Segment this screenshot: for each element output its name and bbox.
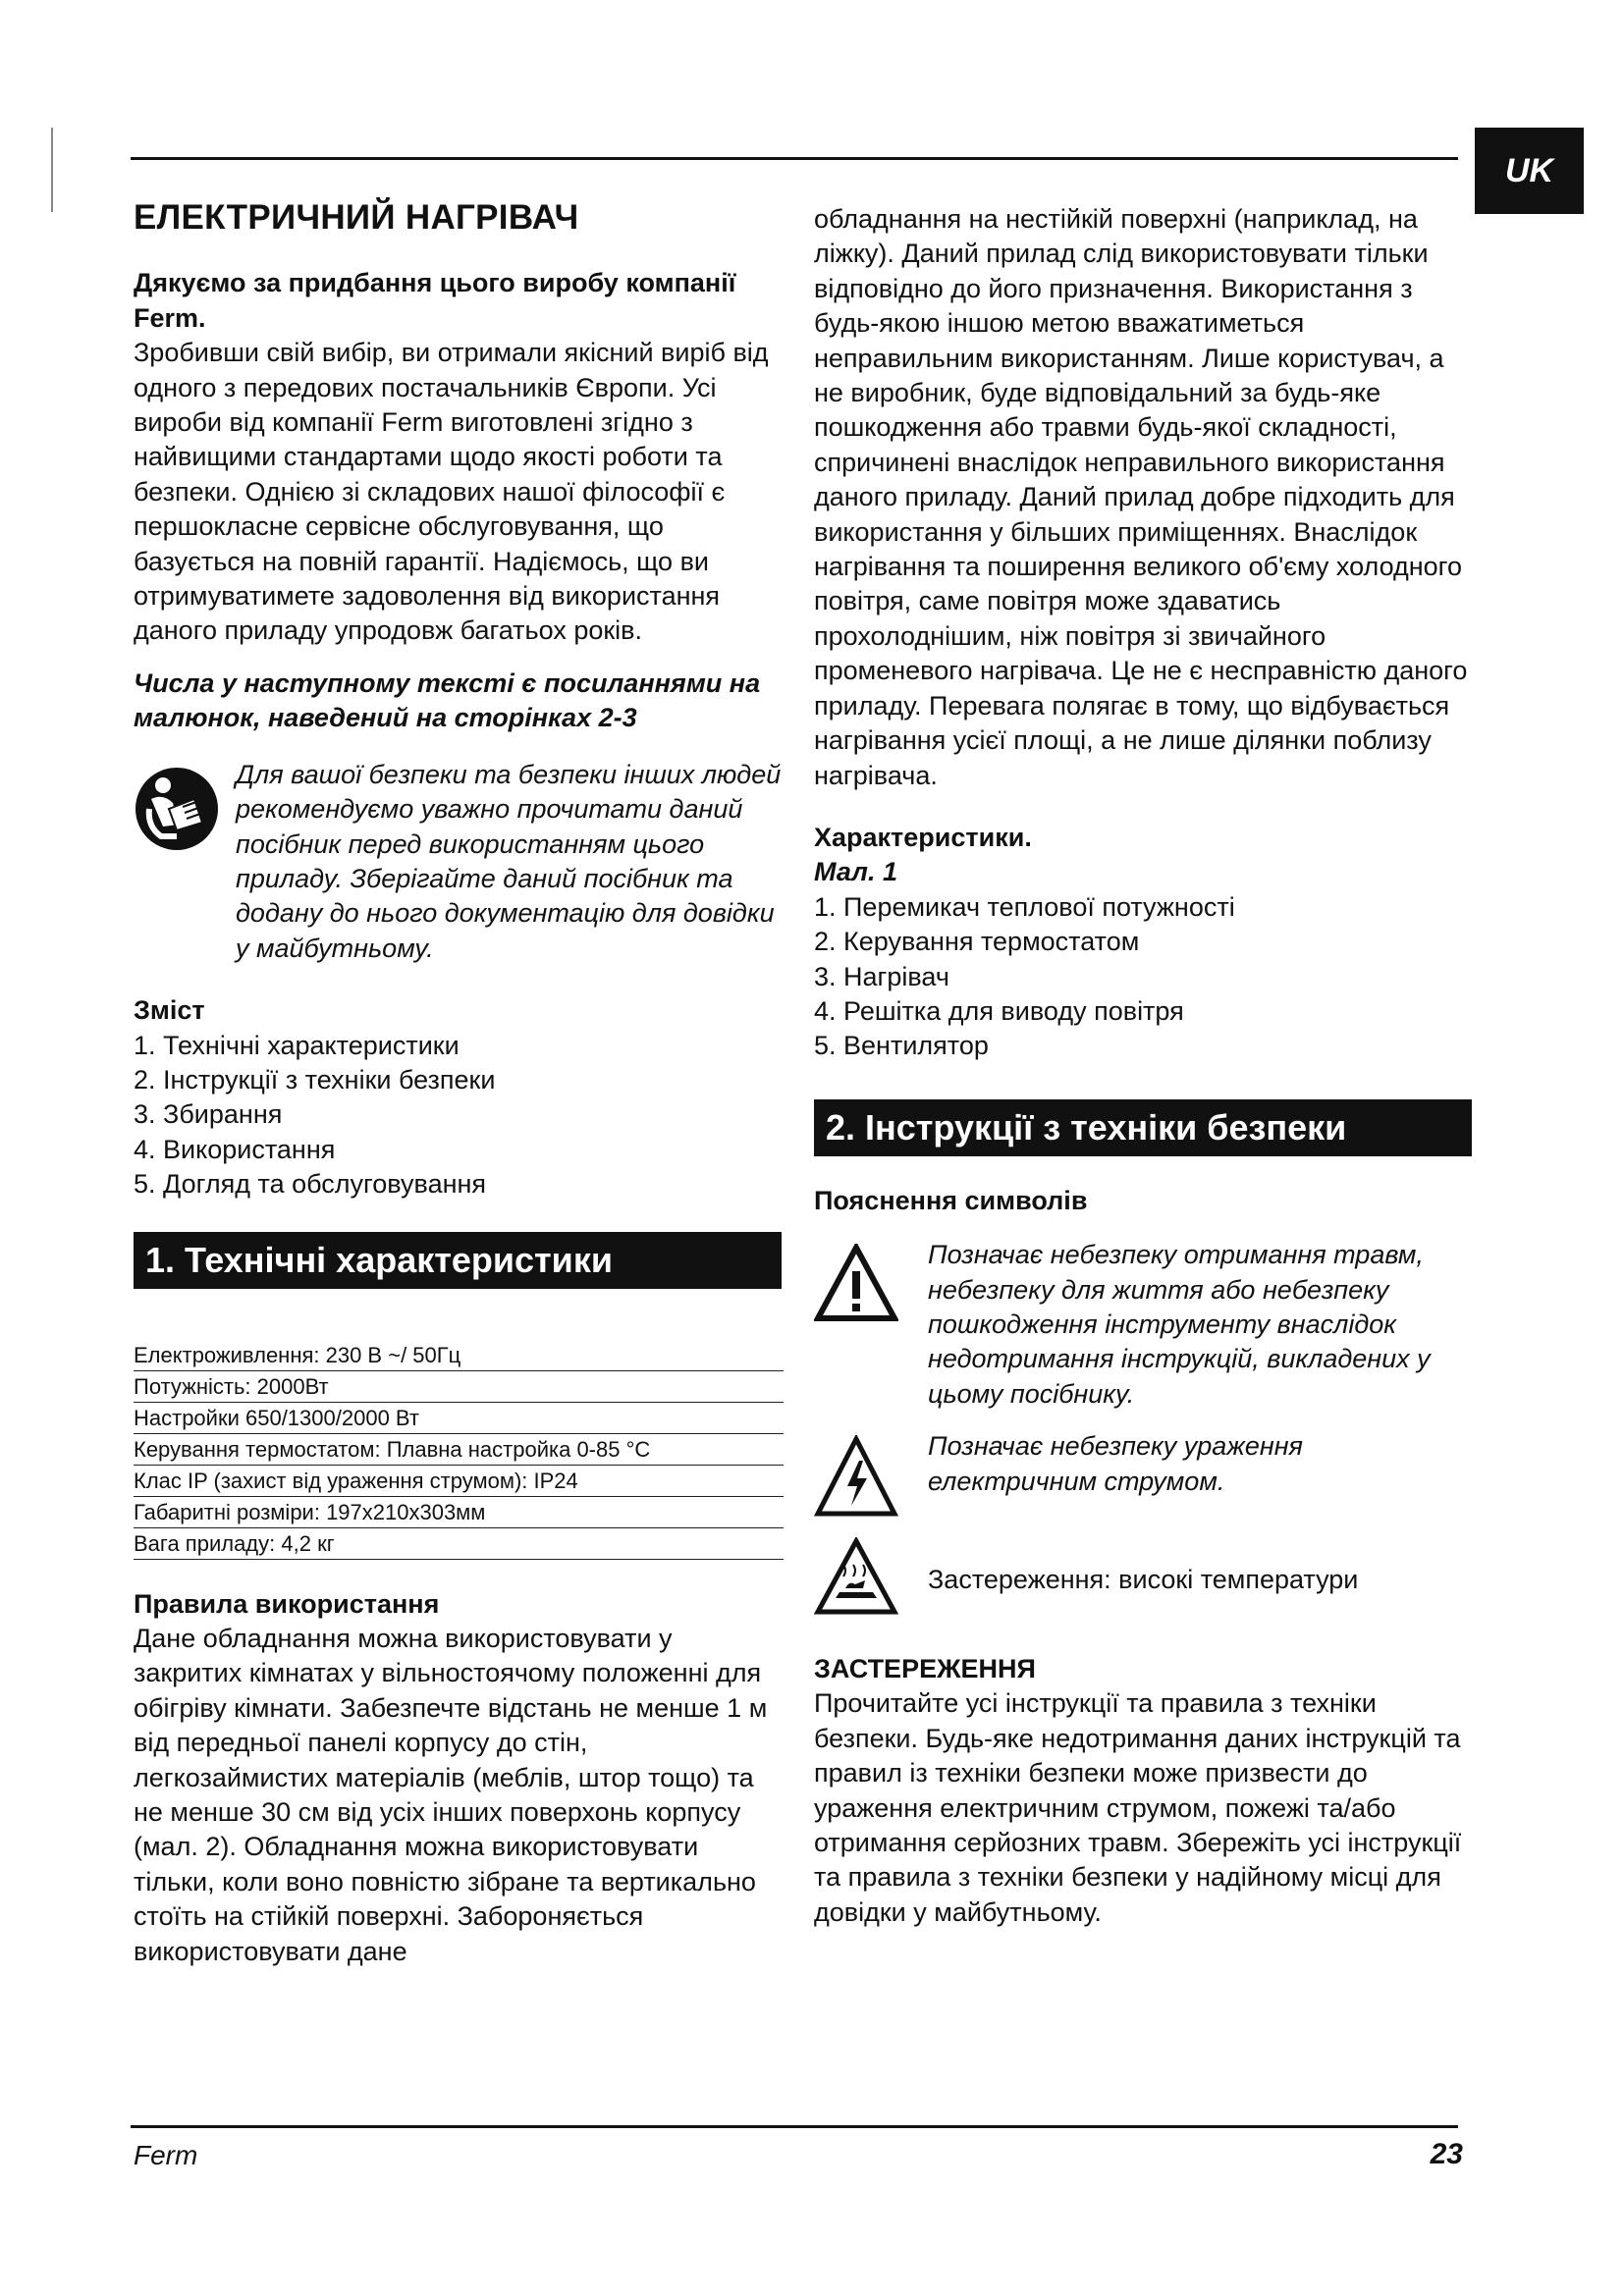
read-manual-notice [134, 756, 782, 966]
spec-row [134, 1527, 784, 1559]
symbol-hot-text: Застереження: високі температури [928, 1564, 1359, 1594]
footer-rule [131, 2125, 1458, 2128]
language-tab: UK [1475, 128, 1584, 214]
spec-row [134, 1496, 784, 1527]
features-figure-ref: Мал. 1 [814, 857, 897, 887]
symbol-electric-text: Позначає небезпеку ураження електричним струмом. [928, 1431, 1303, 1496]
features-heading: Характеристики. [814, 822, 1032, 852]
feature-item: 1. Перемикач теплової потужності [814, 891, 1235, 922]
feature-item: 3. Нагрівач [814, 961, 949, 991]
symbol-electric-row [814, 1429, 1472, 1526]
warning-heading: ЗАСТЕРЕЖЕННЯ [814, 1654, 1036, 1683]
spec-power-supply: Електроживлення: 230 В ~/ 50Гц [134, 1340, 784, 1371]
contents-item: 4. Використання [134, 1134, 336, 1164]
margin-mark [51, 128, 53, 212]
intro-paragraph: Зробивши свій вибір, ви отримали якісний виріб від одного з передових постачальників Європи. Усі вироби від компанії Ferm виготовлені згідно з найвищими стандартами щодо якості роботи та безпеки. Однією зі складових нашої філософії є першокласне сервісне обслуговування, що базується на повній гарантії. Надіємось, що ви отримуватимете задоволення від використання даного приладу упродовж багатьох років. [134, 338, 769, 646]
thanks-text: Дякуємо за придбання цього виробу компанії Ferm. [134, 268, 736, 333]
symbol-warning-text: Позначає небезпеку отримання травм, небезпеку для життя або небезпеку пошкодження інструменту внаслідок недотримання інструкцій, викладених у цьому посібнику. [928, 1240, 1431, 1409]
contents-list [134, 1029, 782, 1202]
usage-paragraph: Дане обладнання можна використовувати у закритих кімнатах у вільностоячому положенні для обігріву кімнати. Забезпечте відстань не менше 1 м від передньої панелі корпусу до стін, легкозаймистих матеріалів (меблів, штор тощо) та не менше 30 см від усіх інших поверхонь корпусу (мал. 2). Обладнання можна використовувати тільки, коли воно повністю зібране та вертикально стоїть на стійкій поверхні. Забороняється використовувати дане [134, 1623, 768, 1966]
contents-item: 5. Догляд та обслуговування [134, 1169, 487, 1200]
contents-item: 3. Збирання [134, 1099, 283, 1130]
spec-row [134, 1340, 784, 1371]
feature-item: 5. Вентилятор [814, 1031, 989, 1061]
symbol-hot-row [814, 1531, 1472, 1625]
spec-row [134, 1370, 784, 1402]
section-2-heading: 2. Інструкції з техніки безпеки [814, 1099, 1472, 1156]
feature-item: 4. Решітка для виводу повітря [814, 995, 1184, 1026]
warning-triangle-icon [814, 1238, 928, 1331]
spec-thermostat: Керування термостатом: Плавна настройка 0-85 °C [134, 1433, 784, 1465]
usage-heading: Правила використання [134, 1588, 440, 1619]
features-list [814, 890, 1472, 1064]
spec-power: Потужність: 2000Вт [134, 1370, 784, 1402]
left-column [134, 187, 782, 1969]
footer-brand: Ferm [134, 2140, 198, 2170]
page-title: ЕЛЕКТРИЧНИЙ НАГРІВАЧ [134, 198, 579, 237]
specs-table [134, 1340, 784, 1560]
spec-row [134, 1433, 784, 1465]
right-column [814, 202, 1472, 1930]
section-1-heading: 1. Технічні характеристики [134, 1232, 782, 1289]
contents-item: 2. Інструкції з техніки безпеки [134, 1064, 496, 1095]
symbol-warning-row [814, 1238, 1472, 1412]
spec-row [134, 1465, 784, 1496]
electric-hazard-icon [814, 1429, 928, 1526]
page-number: 23 [1430, 2138, 1463, 2170]
header-rule [131, 157, 1458, 160]
read-manual-icon [134, 756, 236, 966]
feature-item: 2. Керування термостатом [814, 927, 1140, 957]
spec-weight: Вага приладу: 4,2 кг [134, 1527, 784, 1559]
spec-row [134, 1402, 784, 1433]
contents-heading: Зміст [134, 995, 205, 1026]
safety-note: Для вашої безпеки та безпеки інших людей рекомендуємо уважно прочитати даний посібник перед використанням цього приладу. Зберігайте даний посібник та додану до нього документацію для довідки у майбутньому. [236, 759, 782, 963]
usage-paragraph-continued: обладнання на нестійкій поверхні (наприклад, на ліжку). Даний прилад слід використовувати тільки відповідно до його призначення. Використання з будь-якою іншою метою вважатиметься неправильним використанням. Лише користувач, а не виробник, буде відповідальний за будь-яке пошкодження або травми будь-якої складності, спричинені внаслідок неправильного використання даного приладу. Даний прилад добре підходить для використання у більших приміщеннях. Внаслідок нагрівання та поширення великого об'єму холодного повітря, саме повітря може здаватись прохолоднішим, ніж повітря зі звичайного променевого нагрівача. Це не є несправністю даного приладу. Перевага полягає в тому, що відбувається нагрівання усієї площі, а не лише ділянки поблизу нагрівача. [814, 204, 1468, 790]
reference-note: Числа у наступному тексті є посиланнями на малюнок, наведений на сторінках 2-3 [134, 667, 761, 733]
spec-ip-class: Клас IP (захист від ураження струмом): IP24 [134, 1465, 784, 1496]
hot-surface-icon [814, 1531, 928, 1625]
spec-settings: Настройки 650/1300/2000 Вт [134, 1402, 784, 1433]
contents-item: 1. Технічні характеристики [134, 1030, 460, 1060]
symbols-heading: Пояснення символів [814, 1185, 1088, 1215]
warning-paragraph: Прочитайте усі інструкції та правила з техніки безпеки. Будь-яке недотримання даних інструкцій та правил із техніки безпеки може призвести до ураження електричним струмом, пожежі та/або отримання серйозних травм. Збережіть усі інструкції та правила з техніки безпеки у надійному місці для довідки у майбутньому. [814, 1688, 1462, 1927]
spec-dimensions: Габаритні розміри: 197x210x303мм [134, 1496, 784, 1527]
